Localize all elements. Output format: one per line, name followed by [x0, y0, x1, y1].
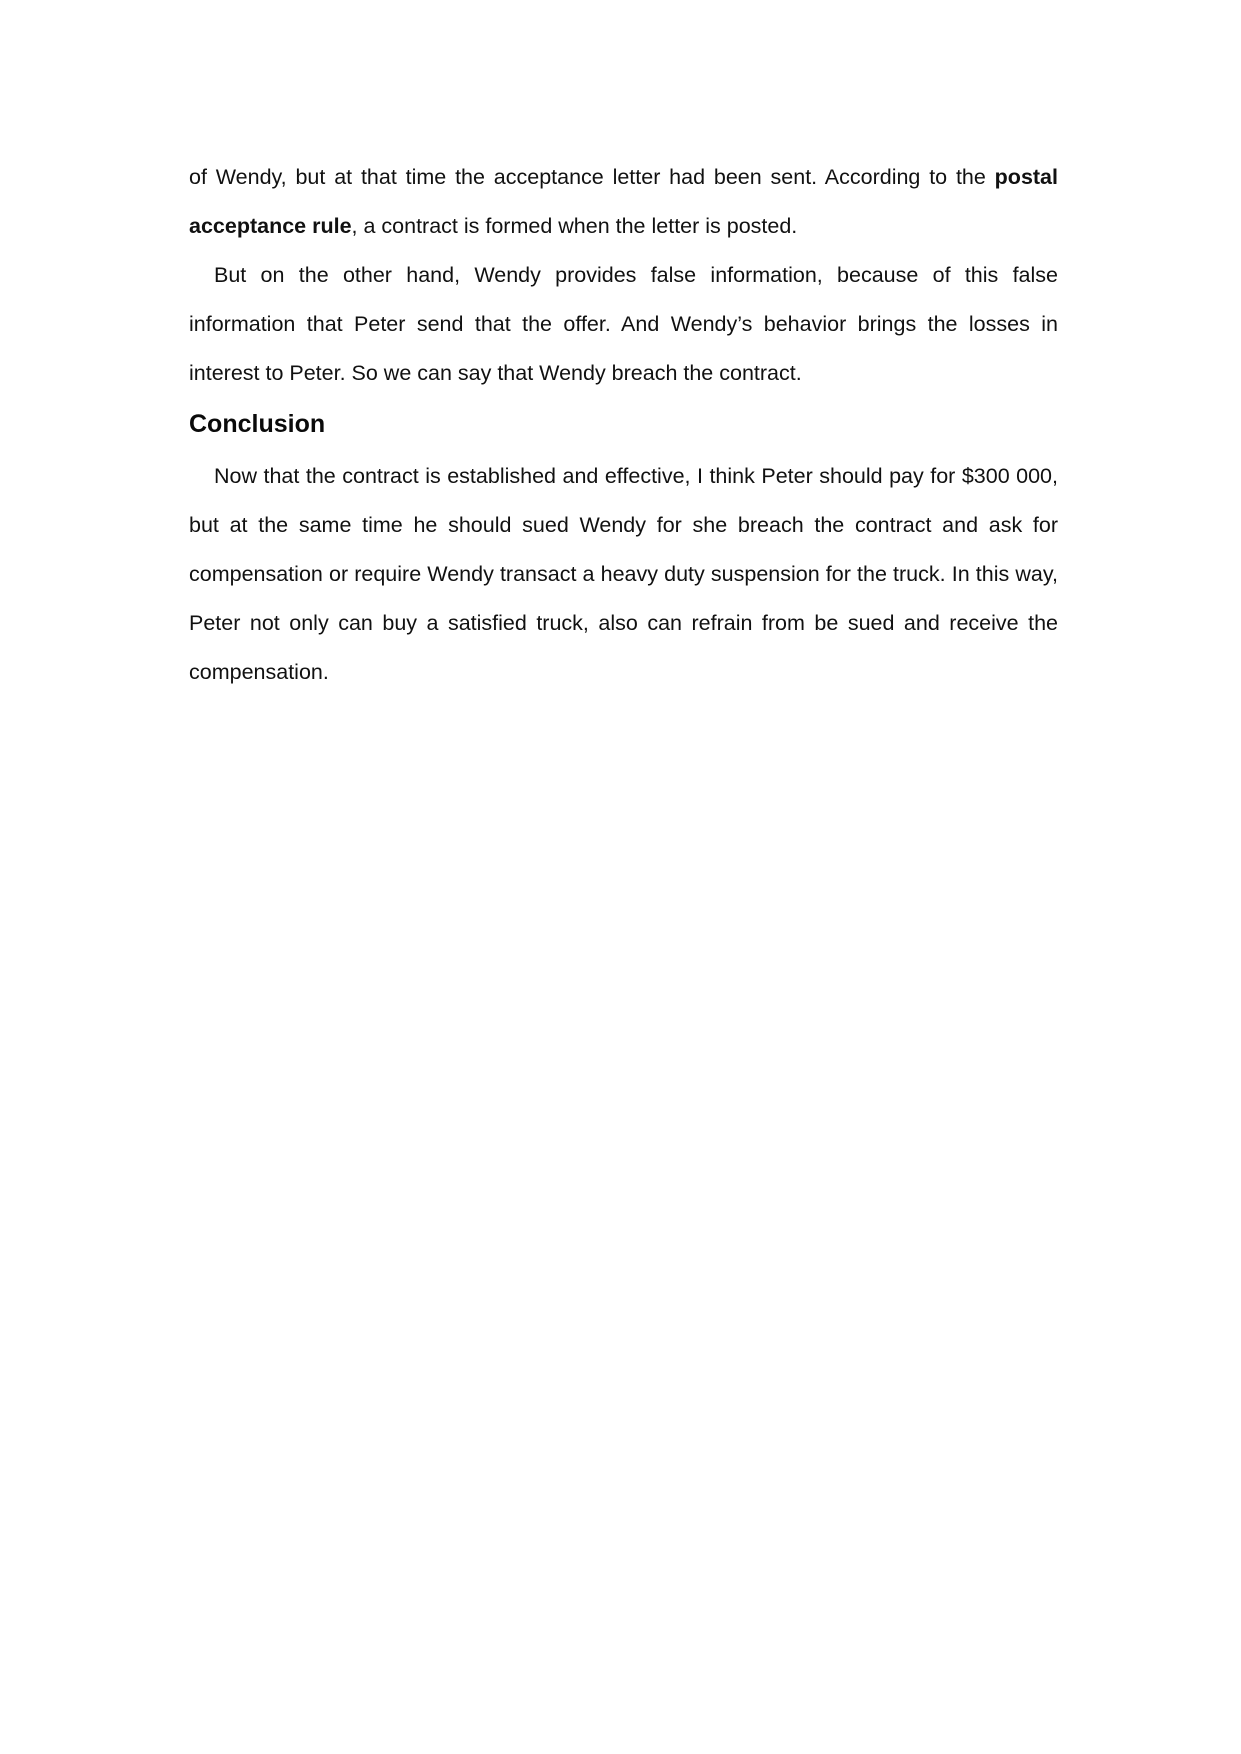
paragraph-text-after: , a contract is formed when the letter is posted. — [351, 214, 798, 238]
paragraph-conclusion: Now that the contract is established and effective, I think Peter should pay for $300 000, but at the same time he should sued Wendy for she breach the contract and ask for compensation or require Wendy transact a heavy duty suspension for the truck. In this way, Peter not only can buy a satisfied truck, also can refrain from be sued and receive the compensation. — [189, 464, 1058, 684]
paragraph-text-before: of Wendy, but at that time the acceptance letter had been sent. According to the — [189, 165, 995, 189]
paragraph-false-information: But on the other hand, Wendy provides false information, because of this false information that Peter send that the offer. And Wendy’s behavior brings the losses in interest to Peter. So we can say that Wendy breach the contract. — [189, 263, 1058, 385]
page-content — [189, 153, 1058, 697]
paragraph-postal-rule — [189, 153, 1058, 251]
section-heading-conclusion: Conclusion — [189, 410, 326, 438]
bold-term-postal-acceptance-rule: postal acceptance rule — [189, 165, 1058, 238]
